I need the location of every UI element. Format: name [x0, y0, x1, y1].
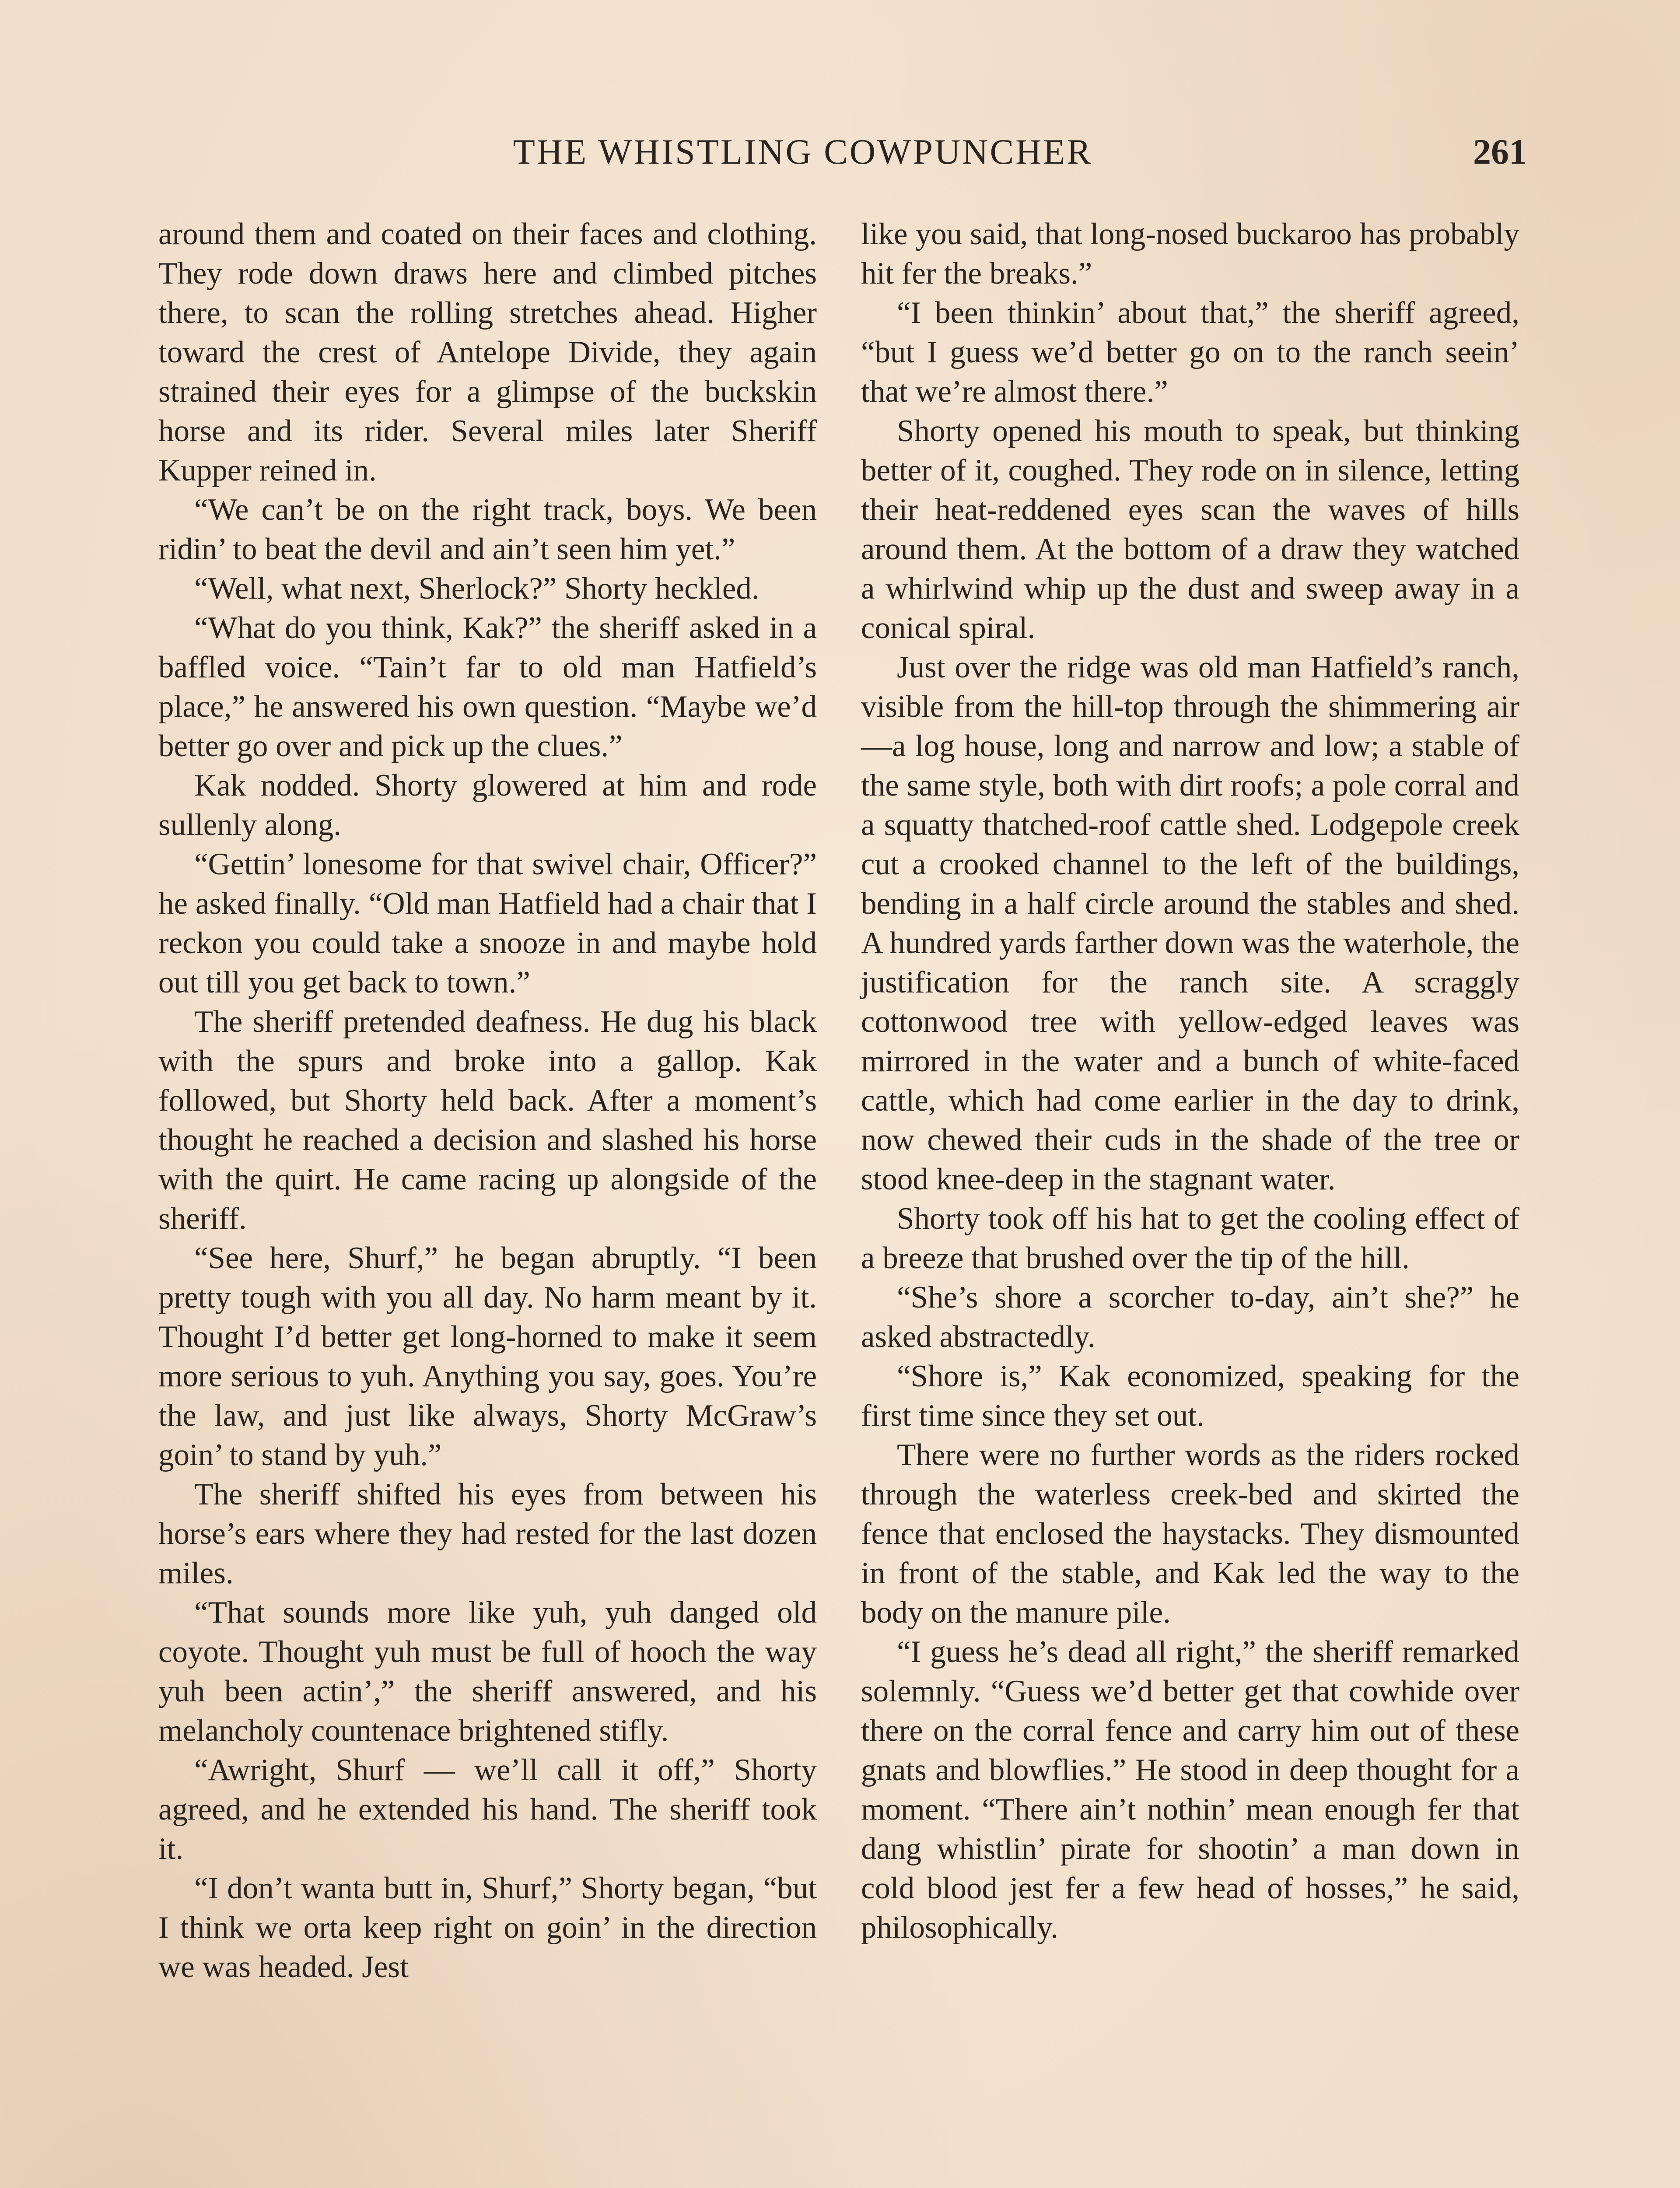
left-column: [158, 214, 817, 1987]
page-number: 261: [1473, 132, 1527, 172]
paragraph: “I guess he’s dead all right,” the sheriff remarked solemnly. “Guess we’d better get that cowhide over there on the corral fence and carry him out of these gnats and blowflies.” He stood in deep thought for a moment. “There ain’t nothin’ mean enough fer that dang whistlin’ pirate for shootin’ a man down in cold blood jest fer a few head of hosses,” he said, philosophically.: [861, 1635, 1519, 1945]
paragraph: “That sounds more like yuh, yuh danged old coyote. Thought yuh must be full of hooch the way yuh been actin’,” the sheriff answered, and his melancholy countenace brightened stifly.: [158, 1595, 817, 1748]
paragraph: like you said, that long-nosed buckaroo has probably hit fer the breaks.”: [861, 217, 1519, 291]
paragraph: “I don’t wanta butt in, Shurf,” Shorty began, “but I think we orta keep right on goin’ in the direction we was headed. Jest: [158, 1871, 817, 1984]
paragraph: “Shore is,” Kak economized, speaking for the first time since they set out.: [861, 1359, 1519, 1433]
paragraph: “We can’t be on the right track, boys. We been ridin’ to beat the devil and ain’t seen him yet.”: [158, 493, 817, 566]
paragraph: Shorty took off his hat to get the cooling effect of a breeze that brushed over the tip of the hill.: [861, 1202, 1519, 1275]
paragraph: The sheriff shifted his eyes from between his horse’s ears where they had rested for the last dozen miles.: [158, 1477, 817, 1590]
paragraph: “Gettin’ lonesome for that swivel chair, Officer?” he asked finally. “Old man Hatfield had a chair that I reckon you could take a snooze in and maybe hold out till you get back to town.”: [158, 847, 817, 999]
running-header: [158, 128, 1527, 176]
paragraph: “She’s shore a scorcher to-day, ain’t she?” he asked abstractedly.: [861, 1280, 1519, 1354]
paragraph: “Well, what next, Sherlock?” Shorty heckled.: [194, 572, 760, 606]
paragraph: There were no further words as the riders rocked through the waterless creek-bed and skirted the fence that enclosed the haystacks. They dismounted in front of the stable, and Kak led the way to the body on the manure pile.: [861, 1438, 1519, 1630]
paragraph: around them and coated on their faces and clothing. They rode down draws here and climbed pitches there, to scan the rolling stretches ahead. Higher toward the crest of Antelope Divide, they again strained their eyes for a glimpse of the buckskin horse and its rider. Several miles later Sheriff Kupper reined in.: [158, 217, 817, 487]
paragraph: Kak nodded. Shorty glowered at him and rode sullenly along.: [158, 768, 817, 842]
running-title: THE WHISTLING COWPUNCHER: [513, 132, 1093, 172]
paragraph: Just over the ridge was old man Hatfield’s ranch, visible from the hill-top through the shimmering air—a log house, long and narrow and low; a stable of the same style, both with dirt roofs; a pole corral and a squatty thatched-roof cattle shed. Lodgepole creek cut a crooked channel to the left of the buildings, bending in a half circle around the stables and shed. A hundred yards farther down was the waterhole, the justification for the ranch site. A scraggly cottonwood tree with yellow-edged leaves was mirrored in the water and a bunch of white-faced cattle, which had come earlier in the day to drink, now chewed their cuds in the shade of the tree or stood knee-deep in the stagnant water.: [861, 650, 1519, 1196]
right-column: [861, 214, 1519, 1947]
paragraph: “I been thinkin’ about that,” the sheriff agreed, “but I guess we’d better go on to the ranch seein’ that we’re almost there.”: [861, 296, 1519, 409]
paragraph: “Awright, Shurf — we’ll call it off,” Shorty agreed, and he extended his hand. The sheriff took it.: [158, 1753, 817, 1866]
paragraph: “See here, Shurf,” he began abruptly. “I been pretty tough with you all day. No harm meant by it. Thought I’d better get long-horned to make it seem more serious to yuh. Anything you say, goes. You’re the law, and just like always, Shorty McGraw’s goin’ to stand by yuh.”: [158, 1241, 817, 1472]
paragraph: Shorty opened his mouth to speak, but thinking better of it, coughed. They rode on in silence, letting their heat-reddened eyes scan the waves of hills around them. At the bottom of a draw they watched a whirlwind whip up the dust and sweep away in a conical spiral.: [861, 414, 1519, 645]
paragraph: “What do you think, Kak?” the sheriff asked in a baffled voice. “Tain’t far to old man Hatfield’s place,” he answered his own question. “Maybe we’d better go over and pick up the clues.”: [158, 611, 817, 763]
paragraph: The sheriff pretended deafness. He dug his black with the spurs and broke into a gallop. Kak followed, but Shorty held back. After a moment’s thought he reached a decision and slashed his horse with the quirt. He came racing up alongside of the sheriff.: [158, 1005, 817, 1236]
